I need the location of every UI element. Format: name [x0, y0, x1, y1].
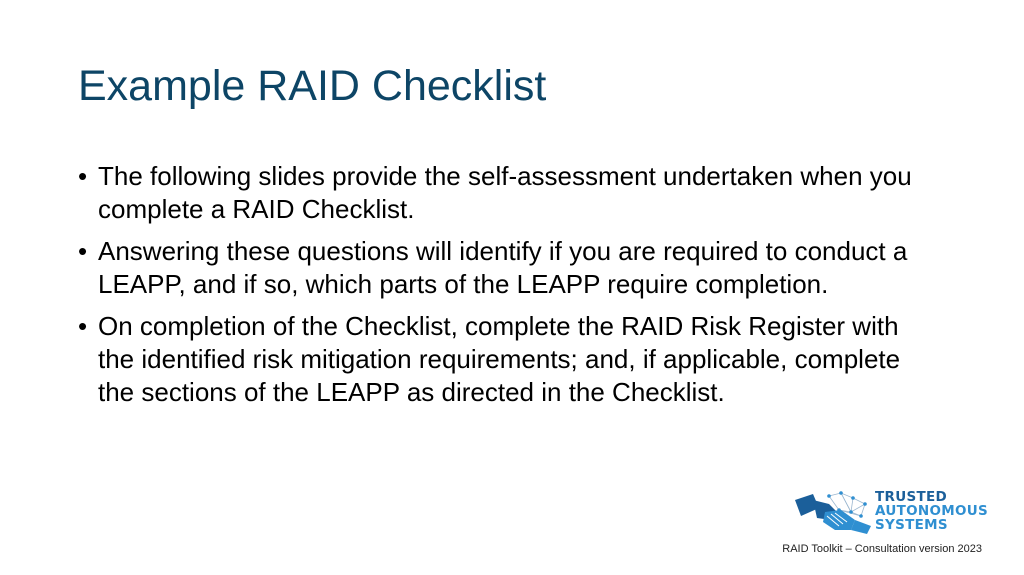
bullet-item	[78, 310, 938, 409]
logo-wordmark	[875, 490, 988, 532]
bullet-text: The following slides provide the self-assessment undertaken when you complete a RAID Checklist.	[98, 161, 912, 224]
bullet-text: On completion of the Checklist, complete the RAID Risk Register with the identified risk mitigation requirements; and, if applicable, complete the sections of the LEAPP as directed in the Checklist.	[98, 311, 901, 407]
bullet-item	[78, 160, 938, 226]
logo-line-1: TRUSTED	[875, 489, 948, 505]
logo-line-2: AUTONOMOUS	[875, 503, 989, 519]
slide-title: Example RAID Checklist	[78, 62, 547, 110]
trusted-autonomous-systems-logo	[795, 489, 989, 536]
handshake-network-icon	[795, 490, 871, 534]
bullet-list	[78, 160, 938, 418]
footer-text: RAID Toolkit – Consultation version 2023	[782, 543, 982, 555]
bullet-item	[78, 235, 938, 301]
bullet-marker: •	[78, 236, 88, 266]
bullet-marker: •	[78, 311, 88, 341]
logo-line-3: SYSTEMS	[875, 517, 948, 533]
bullet-marker: •	[78, 161, 88, 191]
bullet-text: Answering these questions will identify if you are required to conduct a LEAPP, and if so, which parts of the LEAPP require completion.	[98, 236, 908, 299]
